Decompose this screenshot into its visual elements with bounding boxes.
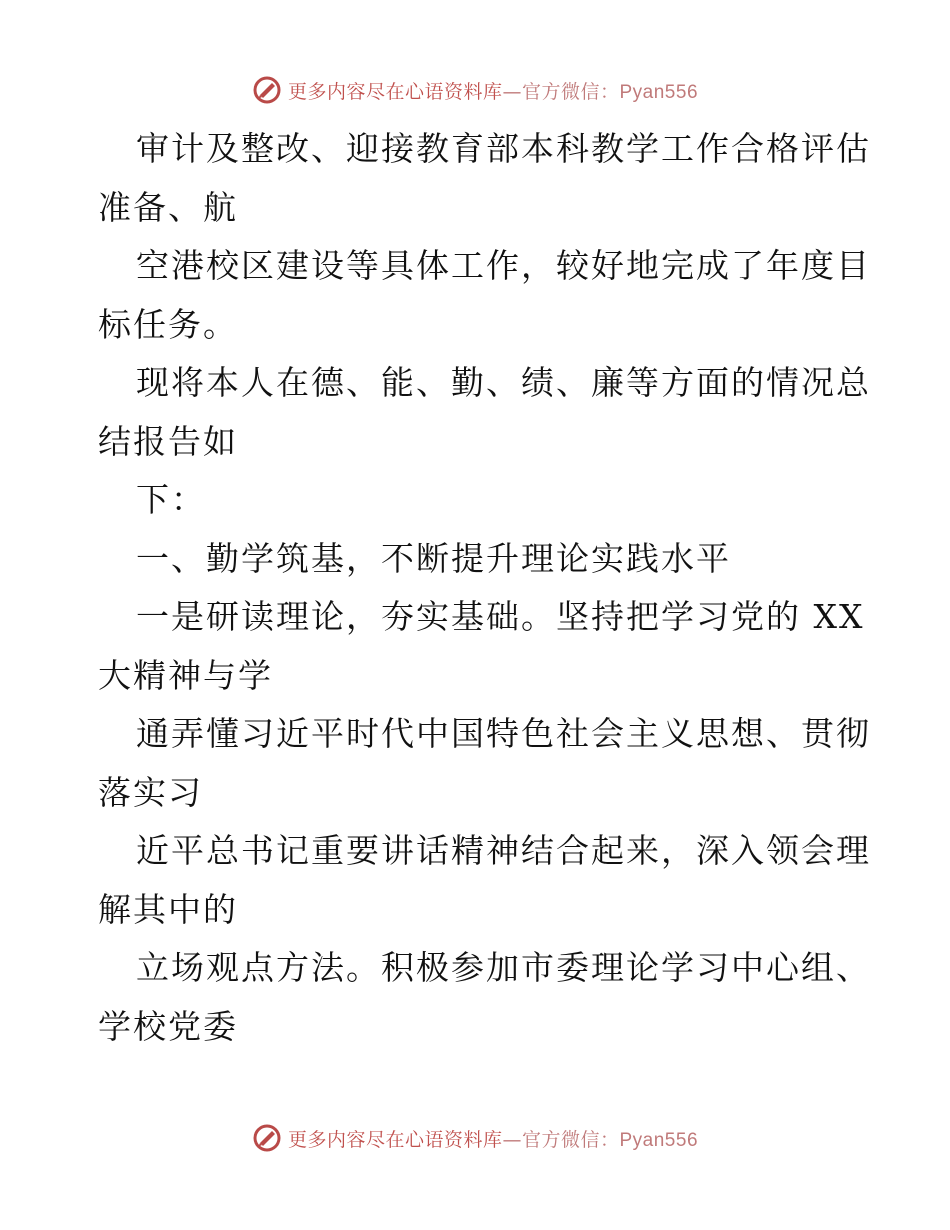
watermark-text [288,77,698,104]
text-line: 解其中的 [98,889,238,929]
text-line: 结报告如 [98,421,238,461]
text-line: 空港校区建设等具体工作，较好地完成了年度目 [136,246,871,285]
watermark-official: 官方微信： [521,80,620,103]
text-line: 现将本人在德、能、勤、绩、廉等方面的情况总 [136,363,871,402]
text-line: 通弄懂习近平时代中国特色社会主义思想、贯彻 [136,714,871,753]
text-line: 立场观点方法。积极参加市委理论学习中心组、 [136,948,871,987]
watermark-main: 更多内容尽在心语资料库 [287,1128,503,1151]
text-line: 落实习 [98,772,203,812]
watermark-id: Pyan556 [619,81,699,103]
watermark-logo-icon [252,75,282,105]
text-line: 学校党委 [98,1006,238,1046]
text-line: 大精神与学 [98,655,273,695]
text-line: 审计及整改、迎接教育部本科教学工作合格评估 [136,129,871,168]
watermark-main: 更多内容尽在心语资料库 [287,80,503,103]
text-line: 下： [136,480,206,519]
watermark-text [288,1125,698,1152]
text-line: 近平总书记重要讲话精神结合起来，深入领会理 [136,831,871,870]
text-line: 标任务。 [98,304,238,344]
watermark-sep: — [502,1128,522,1151]
header-watermark [0,70,950,110]
text-line: 准备、航 [98,187,238,227]
document-body [98,120,871,1056]
section-heading: 一、勤学筑基，不断提升理论实践水平 [136,538,731,578]
watermark-logo-icon [252,1123,282,1153]
watermark-id: Pyan556 [619,1129,699,1151]
text-line: 一是研读理论，夯实基础。坚持把学习党的 XX [136,597,865,636]
footer-watermark [0,1118,950,1158]
watermark-official: 官方微信： [521,1128,620,1151]
watermark-sep: — [502,80,522,103]
